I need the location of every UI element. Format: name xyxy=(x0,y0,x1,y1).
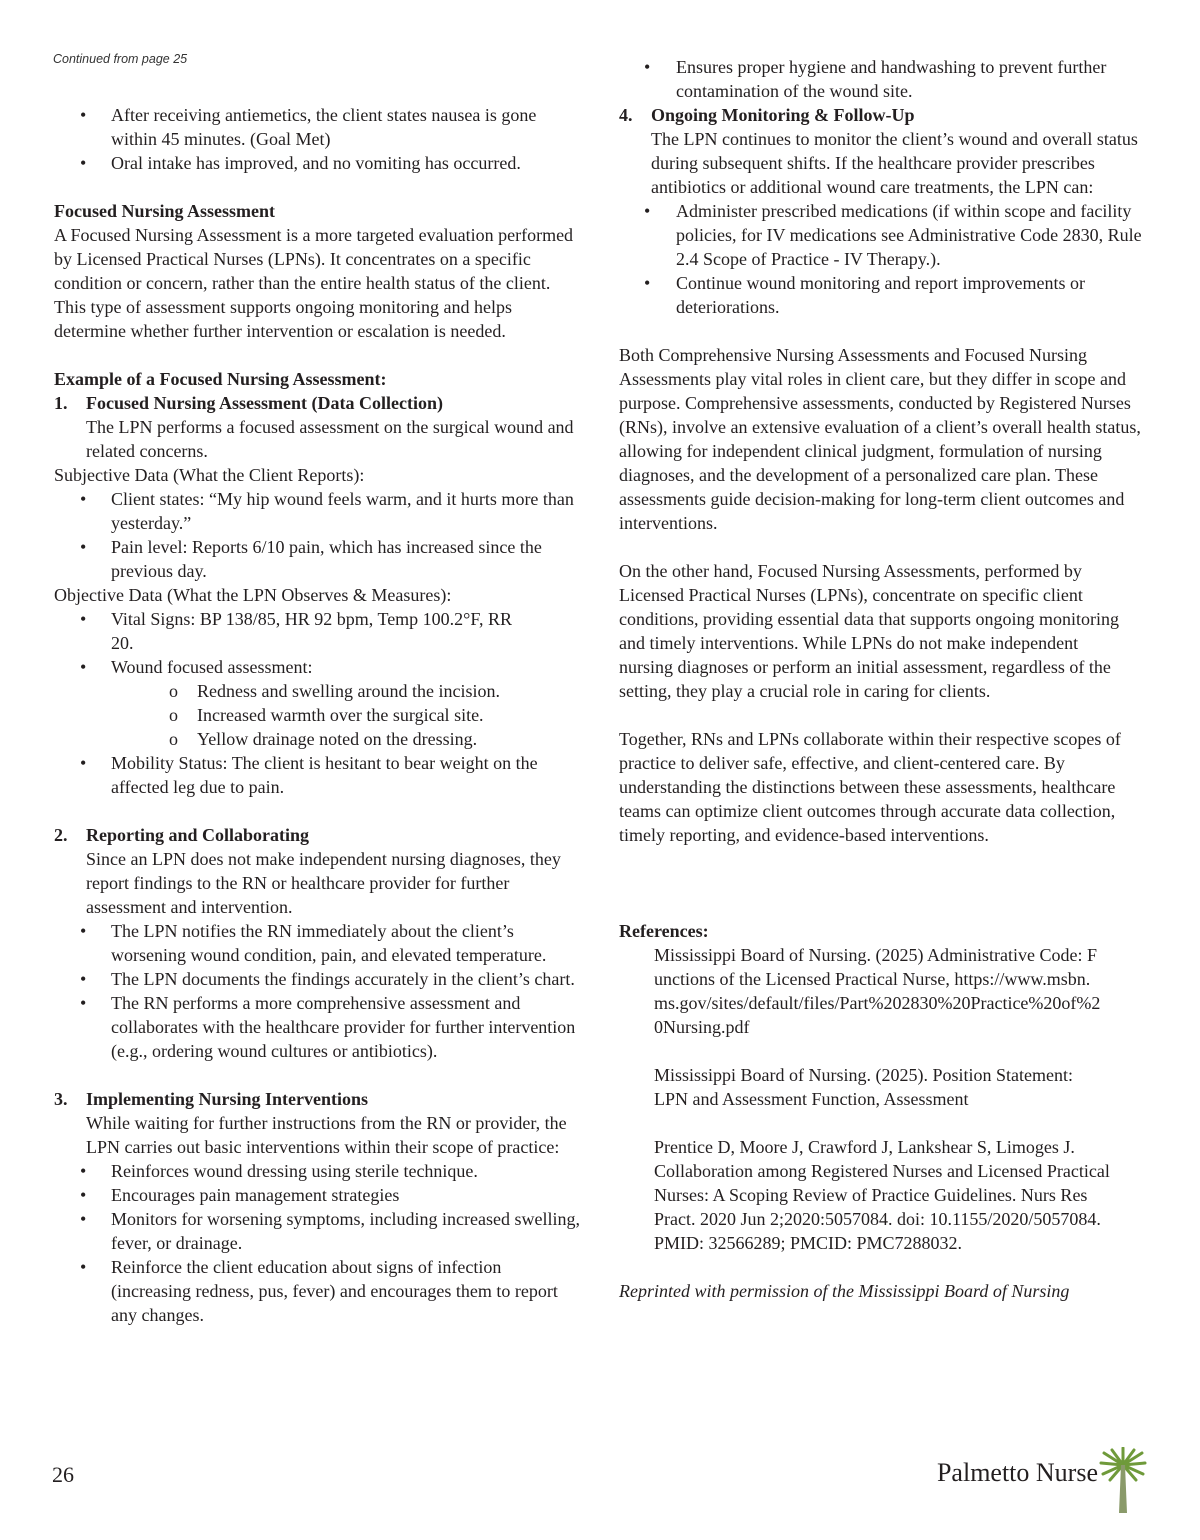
reprint-note: Reprinted with permission of the Mississippi Board of Nursing xyxy=(619,1281,1070,1301)
list-item: • Wound focused assessment: xyxy=(54,655,584,679)
right-column xyxy=(619,55,1159,1303)
list-item: • The LPN notifies the RN immediately about the client’s worsening wound condition, pain, and elevated temperature. xyxy=(54,919,584,967)
list-item: • The LPN documents the findings accurately in the client’s chart. xyxy=(54,967,584,991)
list-item: • Administer prescribed medications (if within scope and facility policies, for IV medications see Administrative Code 2830, Rule 2.4 Scope of Practice - IV Therapy.). xyxy=(619,199,1159,271)
step-number: 1. xyxy=(54,393,68,413)
list-item: • Pain level: Reports 6/10 pain, which has increased since the previous day. xyxy=(54,535,584,583)
continued-note: Continued from page 25 xyxy=(53,52,188,66)
paragraph: On the other hand, Focused Nursing Assessments, performed by Licensed Practical Nurses (LPNs), concentrate on specific client conditions, providing essential data that supports ongoing monitoring and timely interventions. While LPNs do not make independent nursing diagnoses or perform an initial assessment, regardless of the setting, they play a crucial role in caring for clients. xyxy=(619,561,1119,701)
list-item: • Encourages pain management strategies xyxy=(54,1183,584,1207)
list-item: • After receiving antiemetics, the client states nausea is gone within 45 minutes. (Goal Met) xyxy=(54,103,584,151)
paragraph: Both Comprehensive Nursing Assessments and Focused Nursing Assessments play vital roles in client care, but they differ in scope and purpose. Comprehensive assessments, conducted by Registered Nurses (RNs), involve an extensive evaluation of a client’s overall health status, allowing for independent clinical judgment, formulation of nursing diagnoses, and the development of a personalized care plan. These assessments guide decision-making for long-term client outcomes and interventions. xyxy=(619,345,1141,533)
reference-item: Prentice D, Moore J, Crawford J, Lankshear S, Limoges J. Collaboration among Registered Nurses and Licensed Practical Nurses: A Scoping Review of Practice Guidelines. Nurs Res Pract. 2020 Jun 2;2020:5057084. doi: 10.1155/2020/5057084. PMID: 32566289; PMCID: PMC7288032. xyxy=(654,1137,1110,1253)
list-item: • Reinforces wound dressing using sterile technique. xyxy=(54,1159,584,1183)
paragraph: Since an LPN does not make independent nursing diagnoses, they report findings to the RN or healthcare provider for further assessment and intervention. xyxy=(86,849,561,917)
section-heading: Focused Nursing Assessment xyxy=(54,201,276,221)
publication-title: Palmetto Nurse xyxy=(936,1458,1098,1487)
page-number: 26 xyxy=(52,1462,74,1487)
references-heading: References: xyxy=(619,921,709,941)
section-heading: Example of a Focused Nursing Assessment: xyxy=(54,369,387,389)
left-column xyxy=(54,55,584,1327)
step-title: Reporting and Collaborating xyxy=(86,825,310,845)
list-item: • Client states: “My hip wound feels warm, and it hurts more than yesterday.” xyxy=(54,487,584,535)
paragraph: The LPN continues to monitor the client’s wound and overall status during subsequent shifts. If the healthcare provider prescribes antibiotics or additional wound care treatments, the LPN can: xyxy=(651,129,1138,197)
step-title: Focused Nursing Assessment (Data Collection) xyxy=(86,393,443,413)
step-heading xyxy=(619,103,1159,127)
list-item: • Vital Signs: BP 138/85, HR 92 bpm, Temp 100.2°F, RR 20. xyxy=(54,607,584,655)
step-number: 2. xyxy=(54,825,68,845)
list-item: • Oral intake has improved, and no vomiting has occurred. xyxy=(54,151,584,175)
step-heading xyxy=(54,1087,584,1111)
subheading: Objective Data (What the LPN Observes & Measures): xyxy=(54,585,452,605)
step-title: Ongoing Monitoring & Follow-Up xyxy=(651,105,915,125)
sub-list-item: o Redness and swelling around the incision. xyxy=(54,679,584,703)
paragraph: While waiting for further instructions from the RN or provider, the LPN carries out basic interventions within their scope of practice: xyxy=(86,1113,567,1157)
reference-item: Mississippi Board of Nursing. (2025) Administrative Code: Functions of the Licensed Practical Nurse, https://www.msbn.ms.gov/sites/default/files/Part%202830%20Practice%20of%20Nursing.pdf xyxy=(654,945,1101,1037)
list-item: • Mobility Status: The client is hesitant to bear weight on the affected leg due to pain. xyxy=(54,751,584,799)
step-number: 4. xyxy=(619,105,633,125)
paragraph: Together, RNs and LPNs collaborate within their respective scopes of practice to deliver safe, effective, and client-centered care. By understanding the distinctions between these assessments, healthcare teams can optimize client outcomes through accurate data collection, timely reporting, and evidence-based interventions. xyxy=(619,729,1121,845)
paragraph: A Focused Nursing Assessment is a more targeted evaluation performed by Licensed Practical Nurses (LPNs). It concentrates on a specific condition or concern, rather than the entire health status of the client. This type of assessment supports ongoing monitoring and helps determine whether further intervention or escalation is needed. xyxy=(54,225,574,341)
list-item: • Monitors for worsening symptoms, including increased swelling, fever, or drainage. xyxy=(54,1207,584,1255)
sub-list-item: o Increased warmth over the surgical site. xyxy=(54,703,584,727)
reference-item: Mississippi Board of Nursing. (2025). Position Statement: LPN and Assessment Function, Assessment xyxy=(654,1065,1074,1109)
list-item: • Ensures proper hygiene and handwashing to prevent further contamination of the wound site. xyxy=(619,55,1159,103)
step-heading xyxy=(54,823,584,847)
step-number: 3. xyxy=(54,1089,68,1109)
step-title: Implementing Nursing Interventions xyxy=(86,1089,369,1109)
subheading: Subjective Data (What the Client Reports): xyxy=(54,465,365,485)
list-item: • Continue wound monitoring and report improvements or deteriorations. xyxy=(619,271,1159,319)
palmetto-tree-icon xyxy=(1098,1447,1148,1515)
paragraph: The LPN performs a focused assessment on the surgical wound and related concerns. xyxy=(86,417,574,461)
list-item: • Reinforce the client education about signs of infection (increasing redness, pus, fever) and encourages them to report any changes. xyxy=(54,1255,584,1327)
step-heading xyxy=(54,391,584,415)
sub-list-item: o Yellow drainage noted on the dressing. xyxy=(54,727,584,751)
list-item: • The RN performs a more comprehensive assessment and collaborates with the healthcare provider for further intervention (e.g., ordering wound cultures or antibiotics). xyxy=(54,991,584,1063)
